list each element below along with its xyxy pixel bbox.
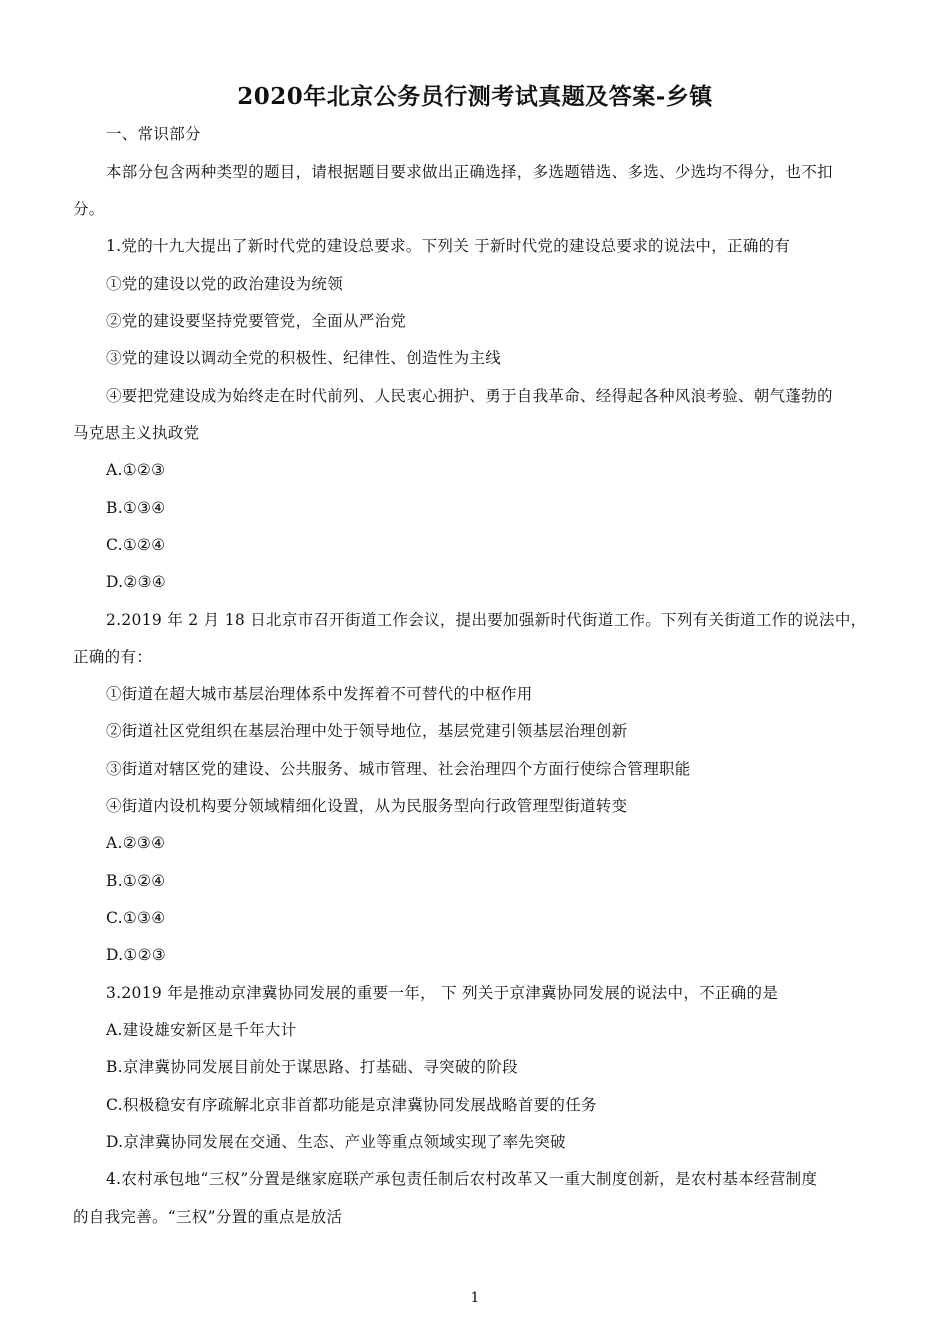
q1-statement-1: ①党的建设以党的政治建设为统领: [106, 275, 344, 293]
q2-stem-line-1: 2.2019 年 2 月 18 日北京市召开街道工作会议，提出要加强新时代街道工作。下列有关街道工作的说法中，: [106, 611, 867, 629]
page-number: 1: [470, 1290, 480, 1306]
q1-option-a: A.①②③: [106, 461, 166, 479]
q2-statement-1: ①街道在超大城市基层治理体系中发挥着不可替代的中枢作用: [106, 685, 533, 703]
q2-option-b: B.①②④: [106, 872, 166, 890]
q3-option-d: D.京津冀协同发展在交通、生态、产业等重点领域实现了率先突破: [106, 1133, 566, 1151]
q1-statement-3: ③党的建设以调动全党的积极性、纪律性、创造性为主线: [106, 349, 502, 367]
q2-stem-line-2: 正确的有：: [73, 648, 153, 666]
q2-statement-3: ③街道对辖区党的建设、公共服务、城市管理、社会治理四个方面行使综合管理职能: [106, 760, 691, 778]
q2-statement-2: ②街道社区党组织在基层治理中处于领导地位，基层党建引领基层治理创新: [106, 722, 628, 740]
q3-option-a: A.建设雄安新区是千年大计: [106, 1021, 297, 1039]
document-title: 2020年北京公务员行测考试真题及答案-乡镇: [237, 83, 713, 110]
section-heading: 一、常识部分: [106, 125, 201, 143]
q2-option-a: A.②③④: [106, 834, 166, 852]
q1-statement-2: ②党的建设要坚持党要管党，全面从严治党: [106, 312, 407, 330]
q1-option-d: D.②③④: [106, 573, 166, 591]
q1-statement-4-line-2: 马克思主义执政党: [73, 424, 200, 442]
q2-option-d: D.①②③: [106, 946, 166, 964]
q3-option-b: B.京津冀协同发展目前处于谋思路、打基础、寻突破的阶段: [106, 1058, 518, 1076]
q1-statement-4-line-1: ④要把党建设成为始终走在时代前列、人民衷心拥护、勇于自我革命、经得起各种风浪考验、朝气蓬勃的: [106, 387, 833, 405]
q4-stem-line-1: 4.农村承包地“三权”分置是继家庭联产承包责任制后农村改革又一重大制度创新，是农村基本经营制度: [106, 1170, 818, 1188]
q4-stem-line-2: 的自我完善。“三权”分置的重点是放活: [73, 1208, 343, 1226]
q1-stem: 1.党的十九大提出了新时代党的建设总要求。下列关 于新时代党的建设总要求的说法中，正确的有: [106, 237, 791, 255]
q1-option-c: C.①②④: [106, 536, 166, 554]
q2-option-c: C.①③④: [106, 909, 166, 927]
intro-line-1: 本部分包含两种类型的题目，请根据题目要求做出正确选择，多选题错选、多选、少选均不得分，也不扣: [106, 163, 833, 181]
intro-line-2: 分。: [73, 200, 105, 218]
q3-stem: 3.2019 年是推动京津冀协同发展的重要一年， 下 列关于京津冀协同发展的说法中，不正确的是: [106, 984, 779, 1002]
q1-option-b: B.①③④: [106, 499, 166, 517]
q2-statement-4: ④街道内设机构要分领域精细化设置，从为民服务型向行政管理型街道转变: [106, 797, 628, 815]
q3-option-c: C.积极稳安有序疏解北京非首都功能是京津冀协同发展战略首要的任务: [106, 1096, 597, 1114]
